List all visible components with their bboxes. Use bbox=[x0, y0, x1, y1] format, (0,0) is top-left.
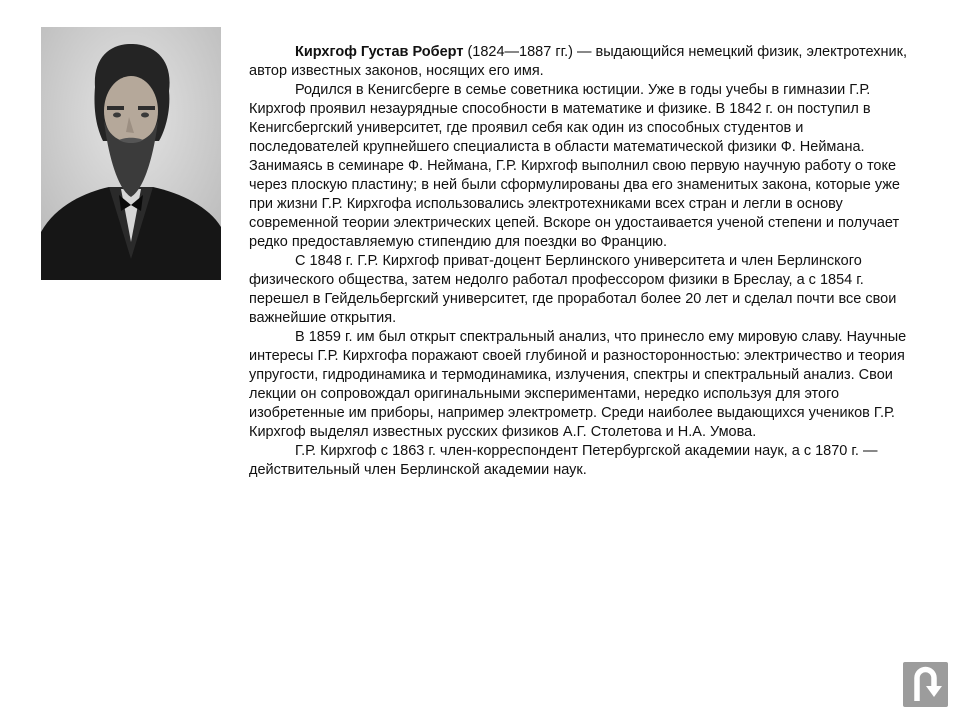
bio-intro-paragraph bbox=[249, 43, 917, 81]
portrait-illustration bbox=[41, 27, 221, 280]
bio-paragraph: С 1848 г. Г.Р. Кирхгоф приват-доцент Берлинского университета и член Берлинского физического общества, затем недолго работал профессором физики в Бреслау, а с 1854 г. перешел в Гейдельбергский университет, где проработал более 20 лет и сделал почти все свои важнейшие открытия. bbox=[249, 253, 897, 326]
bio-person-name: Кирхгоф Густав Роберт bbox=[295, 44, 464, 60]
bio-paragraph: В 1859 г. им был открыт спектральный анализ, что принесло ему мировую славу. Научные интересы Г.Р. Кирхгофа поражают своей глубиной и разносторонностью: электричество и теория упругости, гидродинамика и термодинамика, излучения, спектры и спектральный анализ. Свои лекции он сопровождал оригинальными экспериментами, нередко используя для этого изобретенные им приборы, например электрометр. Среди наиболее выдающихся учеников Г.Р. Кирхгоф выделял известных русских физиков А.Г. Столетова и Н.А. Умова. bbox=[249, 329, 907, 440]
biography-text bbox=[249, 43, 917, 480]
bio-paragraph: Г.Р. Кирхгоф с 1863 г. член-корреспондент Петербургской академии наук, а с 1870 г. — действительный член Берлинской академии наук. bbox=[249, 443, 878, 478]
return-arrow-icon bbox=[903, 662, 948, 707]
bio-paragraph: Родился в Кенигсберге в семье советника юстиции. Уже в годы учебы в гимназии Г.Р. Кирхгоф проявил незаурядные способности в математике и физике. В 1842 г. он поступил в Кенигсбергский университет, где проявил себя как один из способных студентов и последователей крупнейшего специалиста в области математической физики Ф. Неймана. Занимаясь в семинаре Ф. Неймана, Г.Р. Кирхгоф выполнил свою первую научную работу о токе через плоскую пластину; в ней были сформулированы два его знаменитых закона, которые уже при жизни Г.Р. Кирхгофа использовались электротехниками всех стран и легли в основу современной теории электрических цепей. Вскоре он удостаивается ученой степени и получает редко предоставляемую стипендию для поездки во Францию. bbox=[249, 82, 900, 250]
bio-intro-text: (1824—1887 гг.) — выдающийся немецкий физик, электротехник, автор известных законов, носящих его имя. bbox=[249, 44, 908, 79]
return-button[interactable] bbox=[903, 662, 948, 707]
portrait-photo bbox=[41, 27, 221, 280]
